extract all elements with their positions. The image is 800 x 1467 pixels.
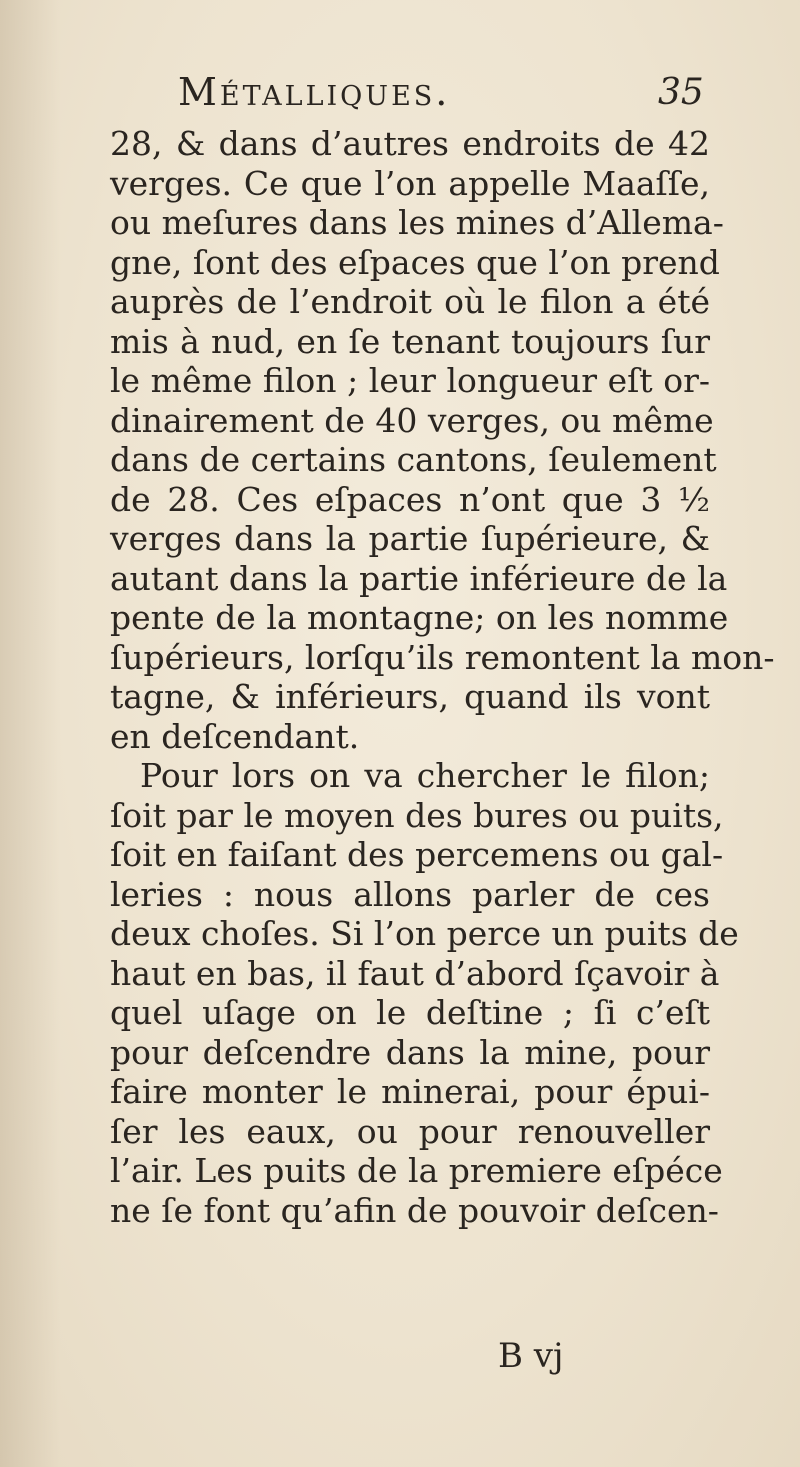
- text-line: dinairement de 40 verges, ou même: [110, 400, 714, 440]
- text-line: quel uſage on le deſtine ; ſi c’eſt: [110, 993, 710, 1032]
- text-line: deux choſes. Si l’on perce un puits de: [110, 914, 739, 953]
- page-number: 35: [658, 72, 704, 113]
- text-line: ou meſures dans les mines d’Allema-: [110, 203, 724, 242]
- text-line: verges. Ce que l’on appelle Maaſſe,: [110, 163, 710, 203]
- paragraph-start-line: Pour lors on va chercher le filon;: [140, 756, 710, 795]
- running-title: Métalliques.: [178, 70, 451, 114]
- page-gutter-shadow: [0, 0, 60, 1467]
- text-line: mis à nud, en ſe tenant toujours ſur: [110, 321, 710, 361]
- text-line: tagne, & inférieurs, quand ils vont: [110, 677, 710, 716]
- text-line: autant dans la partie inférieure de la: [110, 558, 728, 598]
- signature-mark: B vj: [498, 1336, 564, 1376]
- text-line: dans de certains cantons, ſeulement: [110, 440, 717, 479]
- body-text: [110, 124, 775, 1230]
- text-line: gne, ſont des eſpaces que l’on prend: [110, 242, 720, 282]
- text-line: haut en bas, il faut d’abord ſçavoir à: [110, 953, 720, 993]
- page-header: [0, 70, 800, 130]
- text-line: ſer les eaux, ou pour renouveller: [110, 1111, 710, 1151]
- text-line: faire monter le minerai, pour épui-: [110, 1072, 710, 1111]
- text-line: 28, & dans d’autres endroits de 42: [110, 124, 710, 163]
- text-line: ſoit par le moyen des bures ou puits,: [110, 795, 724, 835]
- text-line: l’air. Les puits de la premiere eſpéce: [110, 1151, 723, 1190]
- text-line: ſupérieurs, lorſqu’ils remontent la mon-: [110, 637, 775, 677]
- text-line: de 28. Ces eſpaces n’ont que 3 ½: [110, 479, 710, 519]
- text-line: pente de la montagne; on les nomme: [110, 598, 729, 637]
- text-line: leries : nous allons parler de ces: [110, 874, 710, 914]
- text-line: pour deſcendre dans la mine, pour: [110, 1032, 710, 1072]
- text-line: verges dans la partie ſupérieure, &: [110, 519, 710, 558]
- text-line: ſoit en faiſant des percemens ou gal-: [110, 835, 724, 874]
- paragraph-end-line: en deſcendant.: [110, 716, 360, 756]
- text-line: auprès de l’endroit où le filon a été: [110, 282, 710, 321]
- text-line: le même filon ; leur longueur eſt or-: [110, 361, 710, 400]
- text-line: ne ſe font qu’afin de pouvoir deſcen-: [110, 1190, 719, 1230]
